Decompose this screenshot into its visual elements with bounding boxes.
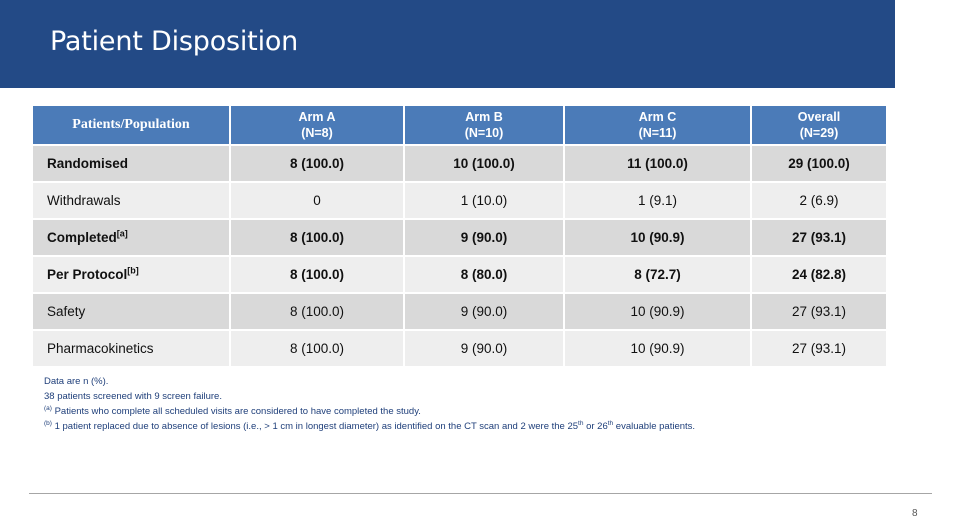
row-label-text: Withdrawals (47, 193, 121, 208)
table-cell: 8 (100.0) (230, 256, 404, 293)
header-arm-b (404, 106, 564, 145)
footnote-marker: (b) (44, 419, 52, 427)
table-cell: 9 (90.0) (404, 219, 564, 256)
table-row-withdrawals (33, 182, 886, 219)
header-n: (N=11) (638, 126, 677, 140)
footnote-text: Patients who complete all scheduled visits are considered to have completed the study. (51, 406, 421, 417)
footnote-text: evaluable patients. (613, 421, 696, 432)
table-row-pharmacokinetics (33, 330, 886, 366)
footnote-data-format: Data are n (%). (44, 376, 109, 387)
slide-title: Patient Disposition (50, 26, 299, 57)
table-cell: 27 (93.1) (751, 219, 886, 256)
header-label: Overall (797, 110, 841, 124)
table-cell: 8 (72.7) (564, 256, 751, 293)
header-label: Arm B (465, 110, 503, 124)
header-arm-a (230, 106, 404, 145)
table-cell: 9 (90.0) (404, 330, 564, 366)
table-cell: 24 (82.8) (751, 256, 886, 293)
ordinal-suffix: th (578, 419, 584, 427)
table-cell: 1 (10.0) (404, 182, 564, 219)
footnote-b (44, 419, 695, 434)
header-n: (N=10) (464, 126, 504, 140)
row-label (33, 293, 230, 330)
table-cell: 0 (230, 182, 404, 219)
footnote-marker: (a) (44, 404, 52, 412)
table-cell: 9 (90.0) (404, 293, 564, 330)
header-overall (751, 106, 886, 145)
table-cell: 8 (100.0) (230, 293, 404, 330)
table-cell: 27 (93.1) (751, 293, 886, 330)
row-label (33, 330, 230, 366)
table-cell: 10 (90.9) (564, 330, 751, 366)
footnote-a (44, 404, 695, 419)
footnote-ref: [b] (127, 265, 139, 276)
footnote-text: or 26 (583, 421, 608, 432)
table-cell: 10 (100.0) (404, 145, 564, 182)
table-row-completed (33, 219, 886, 256)
table-cell: 10 (90.9) (564, 219, 751, 256)
table-cell: 29 (100.0) (751, 145, 886, 182)
row-label (33, 182, 230, 219)
table-cell: 27 (93.1) (751, 330, 886, 366)
table-cell: 8 (100.0) (230, 219, 404, 256)
table-cell: 8 (100.0) (230, 330, 404, 366)
table-row-per-protocol (33, 256, 886, 293)
table-cell: 8 (80.0) (404, 256, 564, 293)
header-n: (N=29) (799, 126, 839, 140)
footnote-screening: 38 patients screened with 9 screen failure. (44, 391, 222, 402)
row-label (33, 145, 230, 182)
header-label: Patients/Population (72, 117, 190, 132)
page-number: 8 (912, 508, 918, 519)
row-label-text: Per Protocol (47, 267, 128, 282)
disposition-table (33, 106, 886, 366)
table-header-row (33, 106, 886, 145)
table-cell: 10 (90.9) (564, 293, 751, 330)
row-label-text: Completed (47, 230, 117, 245)
title-banner (0, 0, 895, 88)
header-label: Arm C (638, 110, 677, 124)
table-cell: 2 (6.9) (751, 182, 886, 219)
row-label-text: Randomised (47, 156, 129, 171)
header-label: Arm A (298, 110, 336, 124)
header-arm-c (564, 106, 751, 145)
footer-divider (29, 493, 932, 494)
header-n: (N=8) (301, 126, 333, 140)
table-cell: 11 (100.0) (564, 145, 751, 182)
table-row-safety (33, 293, 886, 330)
footnotes (44, 374, 695, 434)
row-label (33, 256, 230, 293)
table-row-randomised (33, 145, 886, 182)
header-patients-population (33, 106, 230, 145)
table-cell: 8 (100.0) (230, 145, 404, 182)
row-label-text: Safety (47, 304, 86, 319)
row-label (33, 219, 230, 256)
ordinal-suffix: th (607, 419, 614, 427)
footnote-text: 1 patient replaced due to absence of lesions (i.e., > 1 cm in longest diameter) as identified on the CT scan and 2 were the 25 (51, 421, 579, 432)
table-cell: 1 (9.1) (564, 182, 751, 219)
row-label-text: Pharmacokinetics (47, 341, 154, 356)
footnote-ref: [a] (116, 228, 128, 239)
